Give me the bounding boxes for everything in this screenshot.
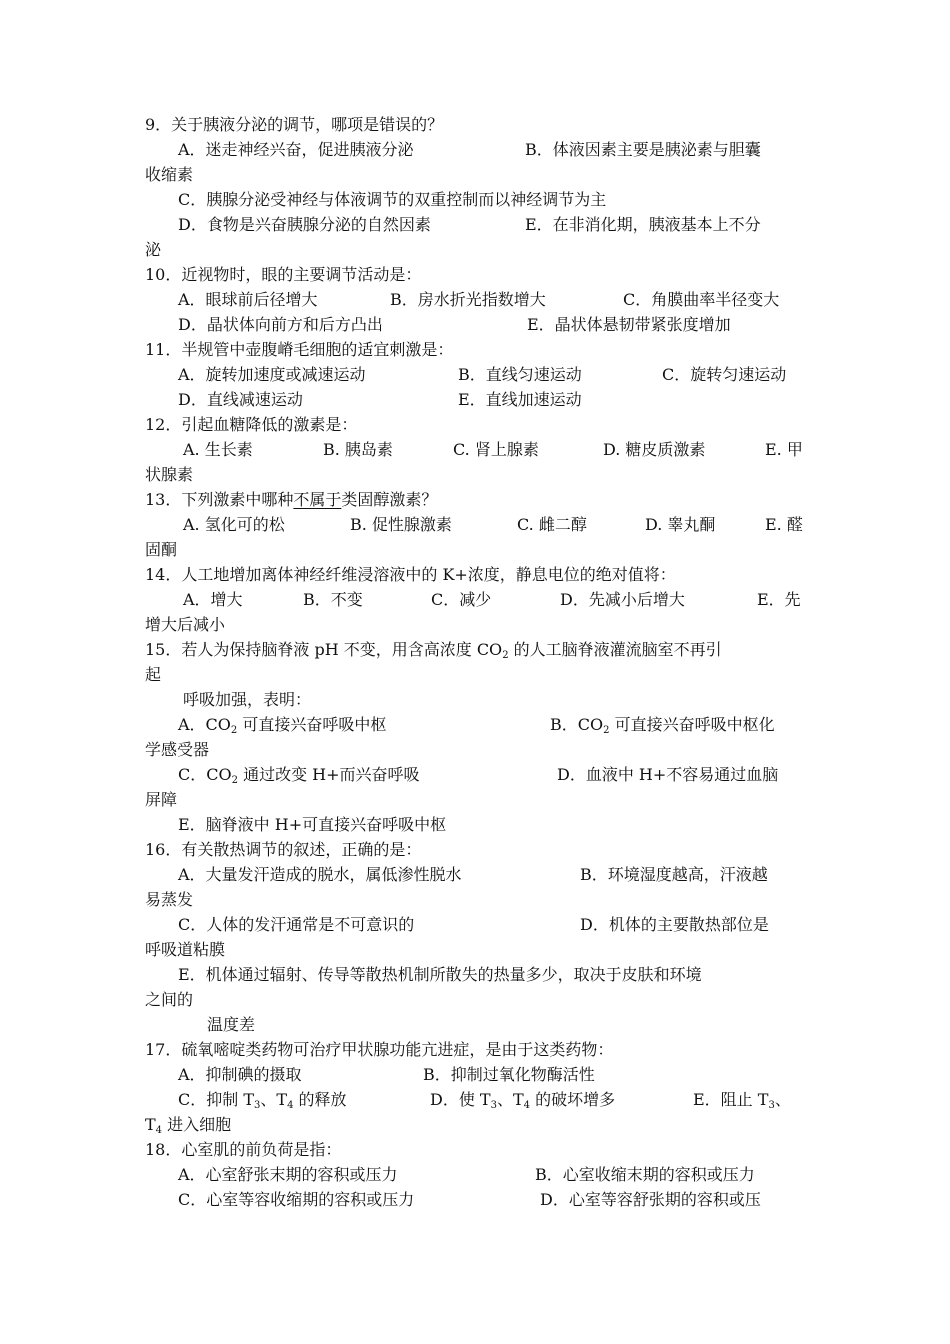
question-15-stem: 15．若人为保持脑脊液 pH 不变，用含高浓度 $CO_2$ 的人工脑脊液灌流脑室不再引 <box>145 640 722 661</box>
q9-option-c: C．胰腺分泌受神经与体液调节的双重控制而以神经调节为主 <box>178 190 607 209</box>
q16-wrap-2: 呼吸道粘膜 <box>145 940 226 959</box>
q14-option-c: C．减少 <box>431 590 492 609</box>
q11-option-c: C．旋转匀速运动 <box>662 365 787 384</box>
q13-option-e: E. 醛 <box>765 515 803 534</box>
question-12-stem: 12．引起血糖降低的激素是： <box>145 415 358 434</box>
q18-options-cd <box>145 1187 810 1212</box>
q15-options-e <box>145 812 810 837</box>
q9-option-b: B．体液因素主要是胰泌素与胆囊 <box>525 140 761 159</box>
q16-option-c: C．人体的发汗通常是不可意识的 <box>178 915 415 934</box>
q18-option-a: A．心室舒张末期的容积或压力 <box>178 1165 398 1184</box>
q12-option-d: D. 糖皮质激素 <box>603 440 706 459</box>
q17-option-c: C．抑制 $T_3$、$T_4$ 的释放 <box>178 1090 347 1111</box>
q11-options-abc <box>145 362 810 387</box>
q15-wrap-2: 屏障 <box>145 790 178 809</box>
q11-option-a: A．旋转加速度或减速运动 <box>178 365 366 384</box>
q15-option-e: E．脑脊液中 H+可直接兴奋呼吸中枢 <box>178 815 447 834</box>
q15-option-c: C．$CO_2$ 通过改变 H+而兴奋呼吸 <box>178 765 420 786</box>
q12-options <box>145 437 810 462</box>
question-11-stem: 11．半规管中壶腹嵴毛细胞的适宜刺激是： <box>145 340 454 359</box>
q16-option-d: D．机体的主要散热部位是 <box>580 915 769 934</box>
question-16-stem: 16．有关散热调节的叙述，正确的是： <box>145 840 422 859</box>
q13-options <box>145 512 810 537</box>
q12-wrap: 状腺素 <box>145 465 194 484</box>
q16-option-b: B．环境湿度越高，汗液越 <box>580 865 768 884</box>
q17-options-cde <box>145 1087 810 1112</box>
q9-option-d: D．食物是兴奋胰腺分泌的自然因素 <box>178 215 431 234</box>
q16-wrap-4: 温度差 <box>207 1015 256 1034</box>
q18-options-ab <box>145 1162 810 1187</box>
q13-option-c: C. 雌二醇 <box>517 515 587 534</box>
q16-option-e: E．机体通过辐射、传导等散热机制所散失的热量多少，取决于皮肤和环境 <box>178 965 702 984</box>
q12-option-b: B. 胰岛素 <box>323 440 393 459</box>
q15-option-a: A．$CO_2$ 可直接兴奋呼吸中枢 <box>178 715 387 736</box>
q9-options-de <box>145 212 810 237</box>
q14-option-b: B．不变 <box>303 590 363 609</box>
q10-option-e: E．晶状体悬韧带紧张度增加 <box>527 315 731 334</box>
q18-option-d: D．心室等容舒张期的容积或压 <box>540 1190 761 1209</box>
question-17-stem: 17．硫氧嘧啶类药物可治疗甲状腺功能亢进症，是由于这类药物： <box>145 1040 614 1059</box>
question-14-stem: 14．人工地增加离体神经纤维浸溶液中的 K+浓度，静息电位的绝对值将： <box>145 565 676 584</box>
q10-options-de <box>145 312 810 337</box>
q17-wrap: $T_4$ 进入细胞 <box>145 1115 232 1136</box>
q17-option-d: D．使 $T_3$、$T_4$ 的破坏增多 <box>430 1090 616 1111</box>
q15-option-b: B．$CO_2$ 可直接兴奋呼吸中枢化 <box>550 715 775 736</box>
q12-option-c: C. 肾上腺素 <box>453 440 539 459</box>
q13-option-d: D. 睾丸酮 <box>645 515 716 534</box>
q16-wrap-3: 之间的 <box>145 990 194 1009</box>
q11-options-de <box>145 387 810 412</box>
q14-option-e: E．先 <box>757 590 801 609</box>
q18-option-c: C．心室等容收缩期的容积或压力 <box>178 1190 415 1209</box>
q15-wrap-1: 学感受器 <box>145 740 210 759</box>
q16-options-cd <box>145 912 810 937</box>
exam-page <box>145 112 810 1212</box>
q14-wrap: 增大后减小 <box>145 615 226 634</box>
q13-option-a: A. 氢化可的松 <box>183 515 285 534</box>
q17-options-ab <box>145 1062 810 1087</box>
q15-option-d: D．血液中 H+不容易通过血脑 <box>557 765 779 784</box>
question-18-stem: 18．心室肌的前负荷是指： <box>145 1140 342 1159</box>
q11-option-d: D．直线减速运动 <box>178 390 303 409</box>
q9-option-a: A．迷走神经兴奋，促进胰液分泌 <box>178 140 414 159</box>
q13-wrap: 固酮 <box>145 540 178 559</box>
q17-option-b: B．抑制过氧化物酶活性 <box>423 1065 595 1084</box>
q10-options-abc <box>145 287 810 312</box>
q14-option-d: D．先减小后增大 <box>560 590 685 609</box>
q9-wrap-1: 收缩素 <box>145 165 194 184</box>
q10-option-b: B．房水折光指数增大 <box>390 290 546 309</box>
q10-option-d: D．晶状体向前方和后方凸出 <box>178 315 383 334</box>
q9-wrap-2: 泌 <box>145 240 162 259</box>
q15-options-ab <box>145 712 810 737</box>
question-10-stem: 10．近视物时，眼的主要调节活动是： <box>145 265 422 284</box>
q13-option-b: B. 促性腺激素 <box>350 515 452 534</box>
q12-option-a: A. 生长素 <box>183 440 253 459</box>
q14-options <box>145 587 810 612</box>
q9-options-c <box>145 187 810 212</box>
q18-option-b: B．心室收缩末期的容积或压力 <box>535 1165 755 1184</box>
q16-wrap-1: 易蒸发 <box>145 890 194 909</box>
q11-option-e: E．直线加速运动 <box>458 390 582 409</box>
question-13-stem: 13．下列激素中哪种不属于类固醇激素？ <box>145 490 438 509</box>
q11-option-b: B．直线匀速运动 <box>458 365 582 384</box>
q15-stem-wrap: 起 <box>145 665 162 684</box>
q16-option-a: A．大量发汗造成的脱水，属低渗性脱水 <box>178 865 462 884</box>
q15-options-cd <box>145 762 810 787</box>
q16-options-e <box>145 962 810 987</box>
q15-stem-line3: 呼吸加强，表明： <box>183 690 312 709</box>
not-belong-emphasis: 不属于 <box>293 490 342 509</box>
q16-options-ab <box>145 862 810 887</box>
question-9-stem: 9．关于胰液分泌的调节，哪项是错误的？ <box>145 115 444 134</box>
q9-options-ab <box>145 137 810 162</box>
q10-option-c: C．角膜曲率半径变大 <box>623 290 780 309</box>
q14-option-a: A．增大 <box>183 590 243 609</box>
q17-option-a: A．抑制碘的摄取 <box>178 1065 302 1084</box>
q9-option-e: E．在非消化期，胰液基本上不分 <box>525 215 761 234</box>
q17-option-e: E．阻止 $T_3$、 <box>693 1090 791 1111</box>
q10-option-a: A．眼球前后径增大 <box>178 290 318 309</box>
q12-option-e: E. 甲 <box>765 440 803 459</box>
